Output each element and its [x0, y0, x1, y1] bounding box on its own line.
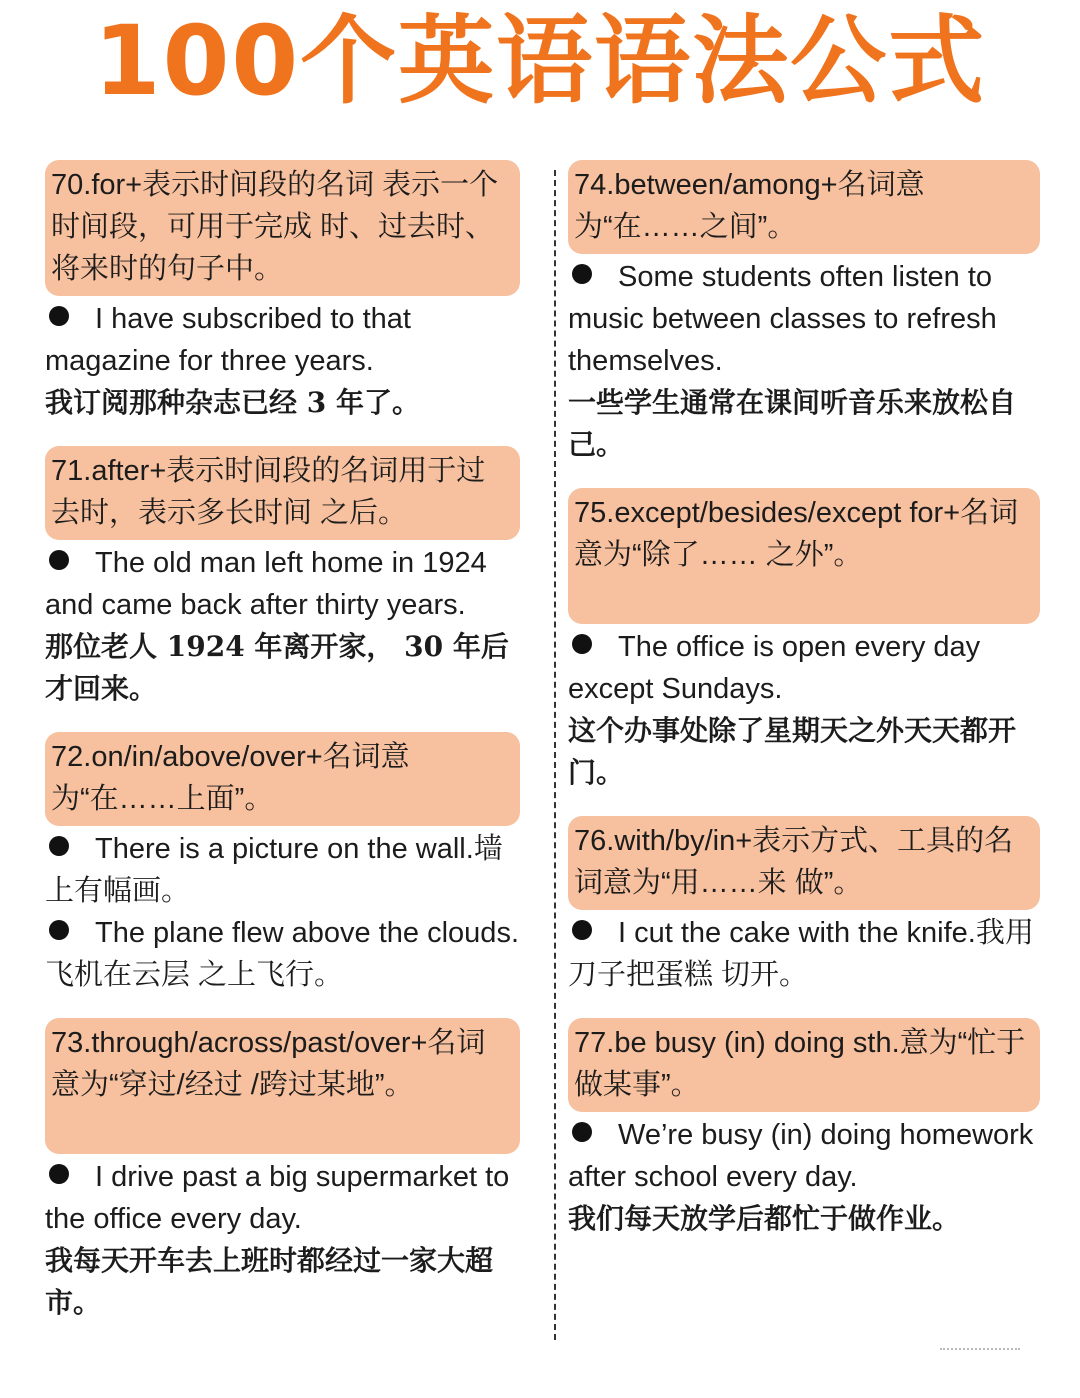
- grammar-item-77: [568, 1018, 1040, 1240]
- example-en: There is a picture on the wall.墙上有幅画。: [45, 833, 503, 907]
- bullet-icon: [49, 1164, 69, 1184]
- example-en: The old man left home in 1924 and came back after thirty years.: [45, 547, 487, 621]
- grammar-item-73: [45, 1018, 520, 1324]
- example-en: I have subscribed to that magazine for three years.: [45, 303, 411, 377]
- bullet-icon: [572, 634, 592, 654]
- rule-text: 75.except/besides/except for+名词意为“除了…… 之外”。: [574, 497, 1019, 571]
- bullet-icon: [572, 1122, 592, 1142]
- example-zh: 这个办事处除了星期天之外天天都开门。: [568, 714, 1017, 789]
- rule-text: 70.for+表示时间段的名词 表示一个时间段，可用于完成 时、过去时、将来时的句子中。: [51, 169, 499, 285]
- example: [568, 1114, 1040, 1240]
- rule-text: 74.between/among+名词意为“在……之间”。: [574, 169, 925, 243]
- example: [568, 626, 1040, 794]
- rule-box: [45, 1018, 520, 1154]
- example: [45, 828, 520, 996]
- example: [45, 1156, 520, 1324]
- bullet-icon: [49, 920, 69, 940]
- example-zh: 我们每天放学后都忙于做作业。: [568, 1202, 961, 1235]
- rule-box: [568, 488, 1040, 624]
- rule-text: 76.with/by/in+表示方式、工具的名词意为“用……来 做”。: [574, 825, 1014, 899]
- example: [568, 256, 1040, 466]
- right-column: [568, 160, 1040, 1262]
- rule-box: [568, 1018, 1040, 1112]
- rule-text: 77.be busy (in) doing sth.意为“忙于做某事”。: [574, 1027, 1026, 1101]
- example-en: We’re busy (in) doing homework after school every day.: [568, 1119, 1034, 1193]
- example-zh: 那位老人 1924 年离开家， 30 年后才回来。: [45, 630, 509, 705]
- bullet-icon: [572, 920, 592, 940]
- bullet-icon: [572, 264, 592, 284]
- grammar-item-76: [568, 816, 1040, 996]
- example: [568, 912, 1040, 996]
- example-en: I cut the cake with the knife.我用刀子把蛋糕 切开。: [568, 917, 1034, 991]
- rule-box: [568, 816, 1040, 910]
- bullet-icon: [49, 550, 69, 570]
- left-column: [45, 160, 520, 1346]
- bullet-icon: [49, 306, 69, 326]
- rule-text: 71.after+表示时间段的名词用于过去时，表示多长时间 之后。: [51, 455, 486, 529]
- grammar-item-71: [45, 446, 520, 710]
- example-zh: 我订阅那种杂志已经 3 年了。: [45, 386, 420, 419]
- bottom-mark: [940, 1348, 1020, 1354]
- example-en: I drive past a big supermarket to the office every day.: [45, 1161, 510, 1235]
- rule-box: [568, 160, 1040, 254]
- example-zh: 我每天开车去上班时都经过一家大超市。: [45, 1244, 494, 1319]
- example: [45, 542, 520, 710]
- example-en: The office is open every day except Sundays.: [568, 631, 981, 705]
- grammar-item-75: [568, 488, 1040, 794]
- rule-text: 73.through/across/past/over+名词意为“穿过/经过 /跨过某地”。: [51, 1027, 486, 1101]
- grammar-item-70: [45, 160, 520, 424]
- rule-box: [45, 732, 520, 826]
- example-zh: 一些学生通常在课间听音乐来放松自己。: [568, 386, 1017, 461]
- rule-box: [45, 446, 520, 540]
- column-divider: [554, 170, 556, 1340]
- example-en: Some students often listen to music between classes to refresh themselves.: [568, 261, 997, 377]
- rule-text: 72.on/in/above/over+名词意为“在……上面”。: [51, 741, 410, 815]
- grammar-item-74: [568, 160, 1040, 466]
- grammar-item-72: [45, 732, 520, 996]
- rule-box: [45, 160, 520, 296]
- example-en-2: The plane flew above the clouds.飞机在云层 之上飞行。: [45, 917, 519, 991]
- example: [45, 298, 520, 424]
- page-title: 100个英语语法公式: [93, 5, 987, 117]
- bullet-icon: [49, 836, 69, 856]
